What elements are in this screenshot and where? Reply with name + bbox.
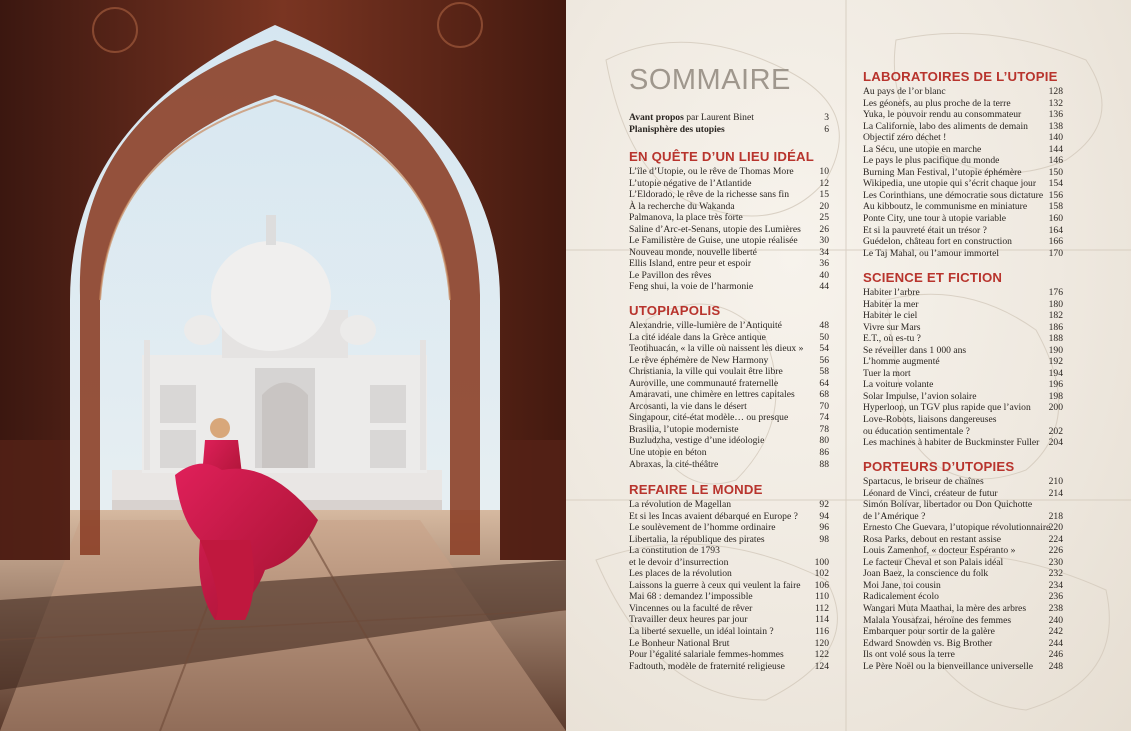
entry-text: Wangari Muta Maathai, la mère des arbres — [863, 603, 1027, 615]
entry-page: 150 — [1048, 166, 1063, 178]
toc-entry — [863, 615, 1063, 627]
entry-page: 140 — [1048, 132, 1063, 144]
entry-page: 20 — [819, 200, 829, 212]
entry-page: 98 — [819, 533, 829, 545]
entry-text: Alexandrie, ville-lumière de l’Antiquité — [629, 320, 782, 331]
entry-page: 200 — [1048, 402, 1063, 414]
toc-entry — [629, 580, 829, 592]
entry-text: Les machines à habiter de Buckminster Fuller — [863, 437, 1040, 449]
entry-text: Arcosanti, la vie dans le désert — [629, 400, 747, 412]
toc-entry — [629, 258, 829, 270]
toc-entry — [629, 189, 829, 201]
entry-text: Fadtouth, modèle de fraternité religieuse — [629, 660, 785, 672]
entry-text: Les places de la révolution — [629, 568, 732, 580]
toc-entry — [863, 178, 1063, 190]
toc-entry — [629, 178, 829, 190]
entry-text: Embarquer pour sortir de la galère — [863, 626, 995, 638]
entry-page: 220 — [1048, 522, 1063, 534]
entry-text: Au kibboutz, le communisme en miniature — [863, 201, 1028, 213]
section-title: UTOPIAPOLIS — [629, 303, 721, 318]
entry-text: Le Pavillon des rêves — [629, 269, 712, 281]
toc-entry — [629, 534, 829, 546]
entry-page: 58 — [819, 366, 829, 378]
entry-page: 116 — [814, 626, 829, 638]
entry-text: Christiania, la ville qui voulait être libre — [629, 366, 783, 378]
entry-page: 214 — [1048, 487, 1063, 499]
entry-page: 170 — [1048, 247, 1063, 259]
entry-text: par Laurent Binet — [683, 112, 754, 123]
toc-entry — [863, 591, 1063, 603]
entry-page: 238 — [1048, 603, 1063, 615]
toc-title: SOMMAIRE — [629, 64, 791, 96]
toc-entry — [629, 201, 829, 213]
entry-text: Les géonefs, au plus proche de la terre — [863, 97, 1011, 109]
entry-text: Habiter le ciel — [863, 310, 918, 322]
entry-text: Malala Yousafzai, héroïne des femmes — [863, 614, 1012, 626]
entry-page: 114 — [814, 614, 829, 626]
entry-page: 92 — [819, 499, 829, 510]
entry-text: Le facteur Cheval et son Palais idéal — [863, 556, 1004, 568]
entry-page: 136 — [1048, 109, 1063, 121]
entry-page: 15 — [819, 189, 829, 201]
entry-text: Ellis Island, entre peur et espoir — [629, 258, 752, 270]
toc-entry — [629, 638, 829, 650]
toc-entry — [863, 121, 1063, 133]
entry-page: 218 — [1048, 510, 1063, 522]
toc-entry — [629, 389, 829, 401]
entry-text: L’Eldorado, le rêve de la richesse sans fin — [629, 189, 790, 201]
toc-entry — [863, 476, 1063, 488]
entry-text: L’utopie négative de l’Atlantide — [629, 177, 752, 189]
entry-text: Feng shui, la voie de l’harmonie — [629, 281, 754, 293]
entry-text-line2: ou éducation sentimentale ? — [863, 425, 970, 437]
entry-page: 112 — [814, 602, 829, 614]
entry-text: Spartacus, le briseur de chaînes — [863, 476, 984, 487]
toc-entry — [629, 401, 829, 413]
toc-entry — [863, 310, 1063, 322]
entry-text: Le rêve éphémère de New Harmony — [629, 354, 769, 366]
entry-text: Et si les Incas avaient débarqué en Europe ? — [629, 510, 798, 522]
entry-text: Une utopie en béton — [629, 447, 707, 459]
entry-page: 80 — [819, 435, 829, 447]
entry-page: 182 — [1048, 310, 1063, 322]
toc-entry — [863, 580, 1063, 592]
toc-page — [566, 0, 1131, 731]
toc-entry — [629, 224, 829, 236]
entry-page: 202 — [1048, 425, 1063, 437]
toc-entry — [863, 356, 1063, 368]
entry-page: 48 — [819, 320, 829, 331]
entry-page: 40 — [819, 269, 829, 281]
toc-entry — [863, 190, 1063, 202]
entry-page: 224 — [1048, 533, 1063, 545]
entry-text: Mai 68 : demandez l’impossible — [629, 591, 753, 603]
toc-entry — [863, 155, 1063, 167]
toc-entry — [863, 522, 1063, 534]
entry-text: Au pays de l’or blanc — [863, 86, 946, 97]
toc-entry — [863, 557, 1063, 569]
entry-text: Hyperloop, un TGV plus rapide que l’avion — [863, 402, 1031, 414]
entry-text: Pour l’égalité salariale femmes-hommes — [629, 649, 784, 661]
toc-entry — [629, 545, 829, 568]
toc-entry — [629, 649, 829, 661]
entry-page: 120 — [814, 637, 829, 649]
entry-page: 246 — [1048, 649, 1063, 661]
entry-page: 226 — [1048, 545, 1063, 557]
entry-page: 94 — [819, 510, 829, 522]
entry-text: Habiter l’arbre — [863, 287, 920, 298]
toc-entry — [629, 435, 829, 447]
entry-page: 122 — [814, 649, 829, 661]
entry-page: 190 — [1048, 344, 1063, 356]
entry-page: 244 — [1048, 637, 1063, 649]
entry-page: 44 — [819, 281, 829, 293]
entry-bold-text: Avant propos — [629, 112, 684, 123]
entry-page: 180 — [1048, 298, 1063, 310]
entry-page: 64 — [819, 377, 829, 389]
entry-text-line2: et le devoir d’insurrection — [629, 556, 729, 568]
entry-text: Ponte City, une tour à utopie variable — [863, 213, 1006, 225]
toc-entry — [863, 86, 1063, 98]
toc-intro-entry — [629, 112, 829, 124]
section-entry-list — [863, 86, 1063, 259]
entry-page: 186 — [1048, 321, 1063, 333]
entry-text: La constitution de 1793 — [629, 545, 720, 557]
entry-text: Le Familistère de Guise, une utopie réalisée — [629, 235, 798, 247]
toc-entry — [863, 499, 1063, 522]
entry-text: Habiter la mer — [863, 298, 919, 310]
toc-entry — [863, 568, 1063, 580]
toc-entry — [629, 499, 829, 511]
entry-text: À la recherche du Wakanda — [629, 200, 735, 212]
entry-page: 188 — [1048, 333, 1063, 345]
entry-page: 56 — [819, 354, 829, 366]
toc-entry — [863, 391, 1063, 403]
entry-page: 242 — [1048, 626, 1063, 638]
entry-text: Vivre sur Mars — [863, 321, 921, 333]
entry-page: 176 — [1048, 287, 1063, 298]
toc-entry — [863, 368, 1063, 380]
entry-page: 132 — [1048, 97, 1063, 109]
entry-page: 26 — [819, 223, 829, 235]
entry-text: Et si la pauvreté était un trésor ? — [863, 224, 987, 236]
toc-entry — [629, 366, 829, 378]
toc-entry — [629, 166, 829, 178]
entry-page: 158 — [1048, 201, 1063, 213]
entry-page: 240 — [1048, 614, 1063, 626]
toc-entry — [863, 109, 1063, 121]
entry-text-line2: de l’Amérique ? — [863, 510, 926, 522]
entry-page: 3 — [824, 112, 829, 123]
entry-page: 10 — [819, 166, 829, 177]
toc-entry — [629, 511, 829, 523]
entry-text: Les Corinthians, une démocratie sous dictature — [863, 189, 1044, 201]
toc-entry — [629, 270, 829, 282]
entry-text: Moi Jane, toi cousin — [863, 579, 941, 591]
toc-entry — [863, 345, 1063, 357]
toc-entry — [863, 534, 1063, 546]
toc-entry — [629, 355, 829, 367]
toc-entry — [863, 248, 1063, 260]
entry-text: Le Taj Mahal, ou l’amour immortel — [863, 247, 1000, 259]
section-title: LABORATOIRES DE L’UTOPIE — [863, 69, 1058, 84]
entry-page: 100 — [814, 556, 829, 568]
toc-entry — [629, 332, 829, 344]
entry-text: Simón Bolívar, libertador ou Don Quichotte — [863, 499, 1033, 511]
toc-entry — [863, 603, 1063, 615]
section-entry-list — [629, 499, 829, 672]
entry-page: 230 — [1048, 556, 1063, 568]
toc-entry — [863, 236, 1063, 248]
section-title: SCIENCE ET FICTION — [863, 270, 1003, 285]
toc-entry — [629, 424, 829, 436]
toc-entry — [629, 281, 829, 293]
entry-text: Love-Robots, liaisons dangereuses — [863, 414, 997, 426]
toc-entry — [629, 568, 829, 580]
entry-text: Burning Man Festival, l’utopie éphémère — [863, 166, 1022, 178]
toc-entry — [863, 545, 1063, 557]
section-title: EN QUÊTE D’UN LIEU IDÉAL — [629, 149, 815, 164]
toc-entry — [863, 144, 1063, 156]
entry-page: 248 — [1048, 660, 1063, 672]
toc-entry — [863, 132, 1063, 144]
entry-page: 30 — [819, 235, 829, 247]
toc-entry — [863, 333, 1063, 345]
entry-text: Objectif zéro déchet ! — [863, 132, 947, 144]
entry-page: 204 — [1048, 437, 1063, 449]
entry-text: Louis Zamenhof, « docteur Espéranto » — [863, 545, 1016, 557]
toc-entry — [629, 459, 829, 471]
toc-entry — [863, 213, 1063, 225]
toc-entry — [863, 626, 1063, 638]
entry-page: 88 — [819, 458, 829, 470]
section-entry-list — [629, 166, 829, 293]
entry-text: Libertalia, la république des pirates — [629, 533, 765, 545]
toc-entry — [863, 98, 1063, 110]
entry-text: Se réveiller dans 1 000 ans — [863, 344, 967, 356]
entry-text: Amaravati, une chimère en lettres capitales — [629, 389, 795, 401]
entry-page: 192 — [1048, 356, 1063, 368]
entry-page: 210 — [1048, 476, 1063, 487]
toc-entry — [629, 412, 829, 424]
entry-page: 12 — [819, 177, 829, 189]
entry-text: Nouveau monde, nouvelle liberté — [629, 246, 757, 258]
entry-text: Wikipedia, une utopie qui s’écrit chaque jour — [863, 178, 1037, 190]
section-entry-list — [863, 476, 1063, 672]
entry-text: La Sécu, une utopie en marche — [863, 143, 982, 155]
entry-text: Joan Baez, la conscience du folk — [863, 568, 989, 580]
entry-text: Buzludzha, vestige d’une idéologie — [629, 435, 765, 447]
toc-entry — [629, 320, 829, 332]
entry-page: 196 — [1048, 379, 1063, 391]
entry-page: 68 — [819, 389, 829, 401]
entry-page: 70 — [819, 400, 829, 412]
entry-text: Le pays le plus pacifique du monde — [863, 155, 1000, 167]
entry-page: 156 — [1048, 189, 1063, 201]
entry-text: Le Bonheur National Brut — [629, 637, 730, 649]
entry-text: L’île d’Utopie, ou le rêve de Thomas More — [629, 166, 794, 177]
entry-text: Edward Snowden vs. Big Brother — [863, 637, 993, 649]
toc-entry — [863, 638, 1063, 650]
toc-entry — [863, 488, 1063, 500]
entry-text: Travailler deux heures par jour — [629, 614, 748, 626]
entry-page: 144 — [1048, 143, 1063, 155]
entry-page: 232 — [1048, 568, 1063, 580]
toc-entry — [863, 201, 1063, 213]
entry-text: Laissons la guerre à ceux qui veulent la faire — [629, 579, 801, 591]
entry-page: 198 — [1048, 390, 1063, 402]
entry-page: 124 — [814, 660, 829, 672]
toc-entry — [629, 603, 829, 615]
entry-text: Radicalement écolo — [863, 591, 939, 603]
entry-text: Rosa Parks, debout en restant assise — [863, 533, 1002, 545]
toc-entry — [863, 402, 1063, 414]
toc-entry — [629, 522, 829, 534]
entry-page: 86 — [819, 447, 829, 459]
toc-entry — [863, 299, 1063, 311]
entry-page: 102 — [814, 568, 829, 580]
entry-page: 74 — [819, 412, 829, 424]
toc-entry — [863, 287, 1063, 299]
toc-entry — [629, 378, 829, 390]
entry-text: La révolution de Magellan — [629, 499, 732, 510]
entry-text: Auroville, une communauté fraternelle — [629, 377, 779, 389]
entry-text: Teotihuacán, « la ville où naissent les dieux » — [629, 343, 804, 355]
section-entry-list — [863, 287, 1063, 449]
entry-page: 6 — [824, 123, 829, 135]
entry-text: La voiture volante — [863, 379, 934, 391]
entry-page: 78 — [819, 423, 829, 435]
toc-entry — [629, 343, 829, 355]
entry-page: 36 — [819, 258, 829, 270]
entry-page: 154 — [1048, 178, 1063, 190]
entry-text: Ernesto Che Guevara, l’utopique révolutionnaire — [863, 522, 1051, 534]
entry-page: 34 — [819, 246, 829, 258]
entry-bold-text: Planisphère des utopies — [629, 123, 725, 135]
entry-text: E.T., où es-tu ? — [863, 333, 921, 345]
toc-entry — [629, 247, 829, 259]
entry-page: 54 — [819, 343, 829, 355]
entry-page: 25 — [819, 212, 829, 224]
entry-page: 106 — [814, 579, 829, 591]
entry-page: 50 — [819, 331, 829, 343]
entry-text: Palmanova, la place très forte — [629, 212, 743, 224]
section-title: REFAIRE LE MONDE — [629, 482, 763, 497]
toc-entry — [629, 614, 829, 626]
section-title: PORTEURS D’UTOPIES — [863, 459, 1015, 474]
toc-entry — [863, 225, 1063, 237]
toc-entry — [629, 447, 829, 459]
entry-text: Yuka, le pouvoir rendu au consommateur — [863, 109, 1022, 121]
entry-text: Le soulèvement de l’homme ordinaire — [629, 522, 776, 534]
entry-page: 128 — [1048, 86, 1063, 97]
entry-text: Abraxas, la cité-théâtre — [629, 458, 719, 470]
entry-text: Solar Impulse, l’avion solaire — [863, 390, 977, 402]
toc-entry — [863, 437, 1063, 449]
entry-text: La Californie, labo des aliments de demain — [863, 120, 1028, 132]
toc-entry — [629, 235, 829, 247]
entry-text: L’homme augmenté — [863, 356, 940, 368]
toc-entry — [629, 591, 829, 603]
entry-text: Saline d’Arc-et-Senans, utopie des Lumières — [629, 223, 801, 235]
toc-entry — [863, 322, 1063, 334]
entry-text: Le Père Noël ou la bienveillance universelle — [863, 660, 1033, 672]
entry-page: 160 — [1048, 213, 1063, 225]
entry-text: Guédelon, château fort en construction — [863, 236, 1012, 248]
toc-intro-entry — [629, 124, 829, 136]
entry-text: Ils ont volé sous la terre — [863, 649, 955, 661]
entry-text: Tuer la mort — [863, 367, 911, 379]
toc-intro-list — [629, 112, 829, 135]
entry-page: 146 — [1048, 155, 1063, 167]
entry-page: 164 — [1048, 224, 1063, 236]
entry-page: 234 — [1048, 579, 1063, 591]
entry-page: 194 — [1048, 367, 1063, 379]
section-entry-list — [629, 320, 829, 470]
toc-entry — [863, 167, 1063, 179]
entry-page: 166 — [1048, 236, 1063, 248]
entry-page: 110 — [814, 591, 829, 603]
entry-page: 138 — [1048, 120, 1063, 132]
toc-entry — [629, 626, 829, 638]
toc-entry — [863, 379, 1063, 391]
entry-page: 96 — [819, 522, 829, 534]
entry-text: Vincennes ou la faculté de rêver — [629, 602, 753, 614]
toc-entry — [629, 212, 829, 224]
toc-entry — [863, 414, 1063, 437]
toc-entry — [863, 649, 1063, 661]
entry-text: Singapour, cité-état modèle… ou presque — [629, 412, 789, 424]
entry-text: Léonard de Vinci, créateur de futur — [863, 487, 998, 499]
entry-page: 236 — [1048, 591, 1063, 603]
toc-entry — [863, 661, 1063, 673]
entry-text: La cité idéale dans la Grèce antique — [629, 331, 766, 343]
entry-text: La liberté sexuelle, un idéal lointain ? — [629, 626, 774, 638]
toc-entry — [629, 661, 829, 673]
entry-text: Brasilia, l’utopie moderniste — [629, 423, 739, 435]
